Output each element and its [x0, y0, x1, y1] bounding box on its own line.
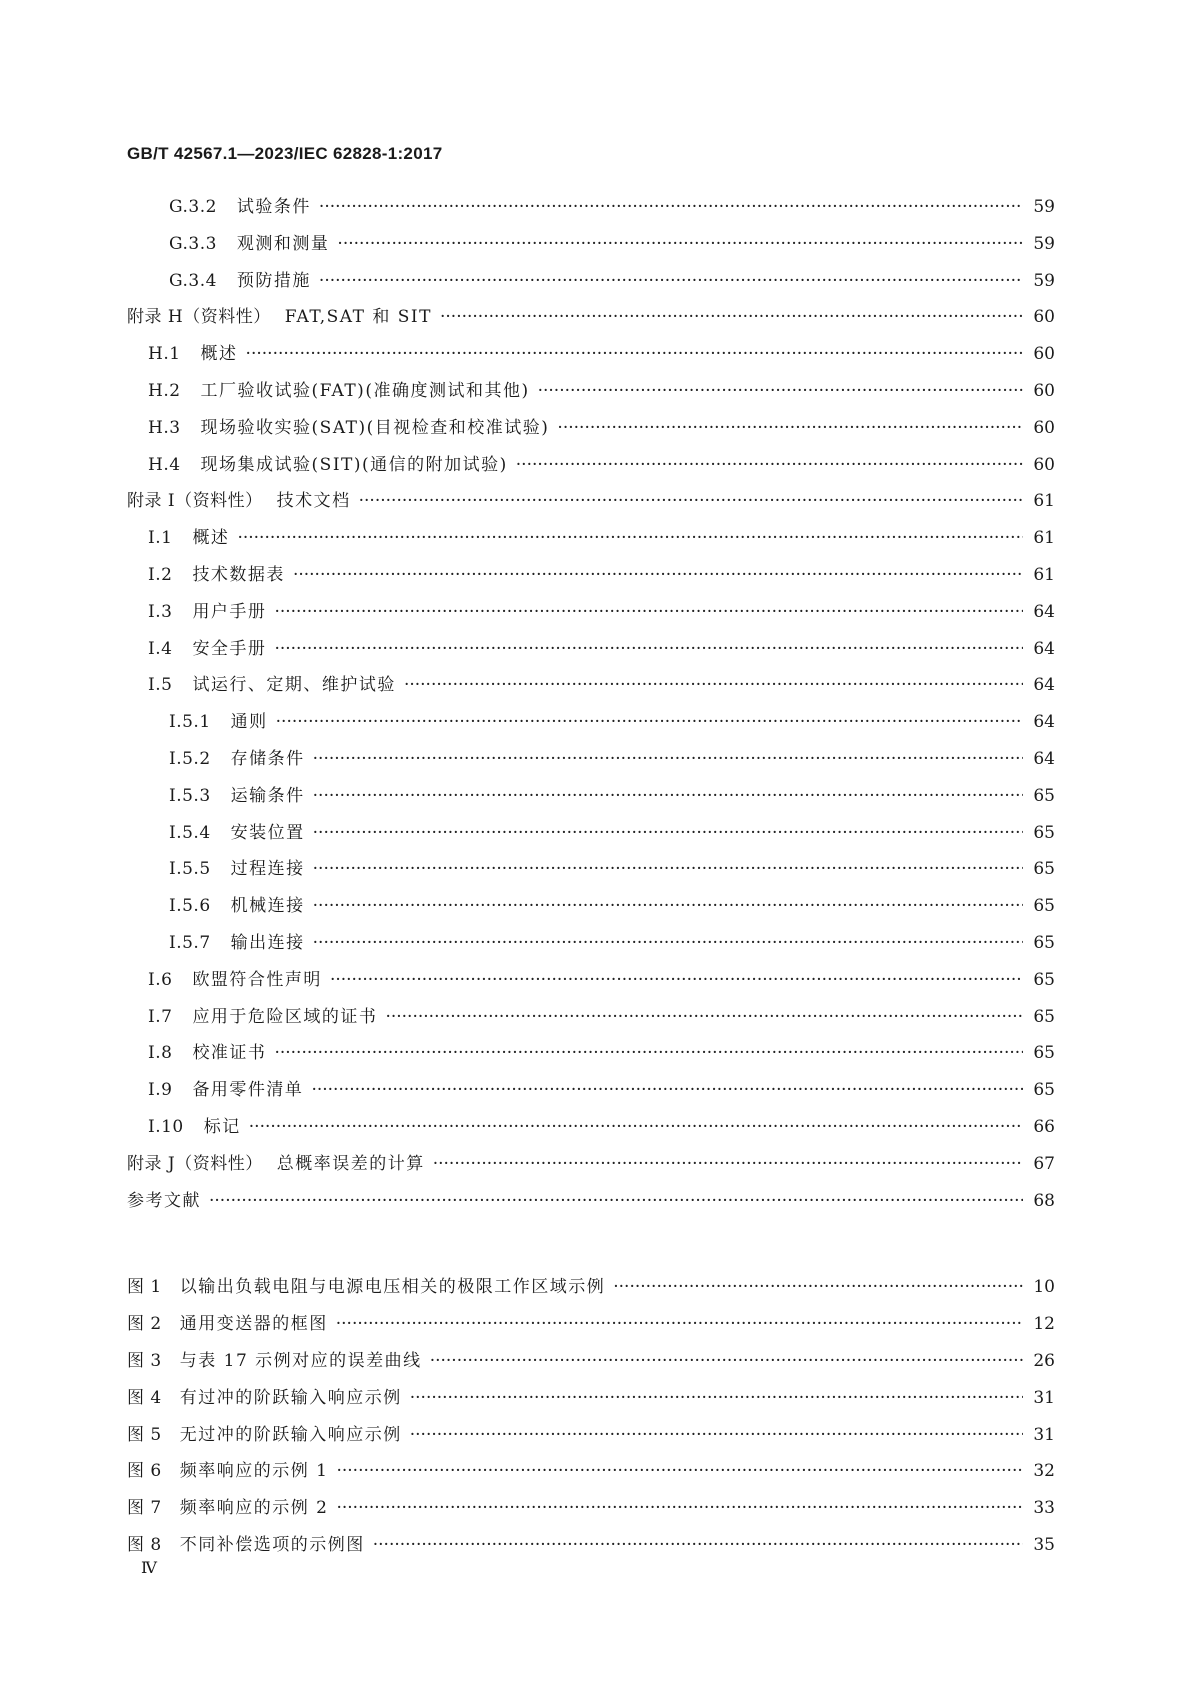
entry-title: 过程连接	[230, 859, 305, 880]
entry-page-number: 31	[1033, 1387, 1055, 1408]
entry-number: I.5.6	[169, 896, 211, 917]
toc-entry[interactable]	[127, 523, 1055, 560]
entry-title: 预防措施	[236, 270, 311, 291]
standard-header: GB/T 42567.1—2023/IEC 62828-1:2017	[127, 144, 443, 163]
entry-title: 输出连接	[230, 932, 305, 953]
entry-title: FAT,SAT 和 SIT	[284, 307, 432, 328]
toc-entry[interactable]	[127, 1149, 1055, 1186]
dot-leader	[404, 675, 1023, 695]
toc-entry[interactable]	[127, 450, 1055, 487]
entry-number: I.5	[148, 675, 173, 696]
entry-page-number: 32	[1033, 1461, 1055, 1482]
toc-entry[interactable]	[127, 1186, 1055, 1223]
dot-leader	[313, 749, 1023, 769]
entry-page-number: 26	[1033, 1350, 1055, 1371]
entry-number: 附录 J（资料性）	[127, 1153, 263, 1174]
dot-leader	[516, 455, 1023, 475]
figure-entry[interactable]	[127, 1420, 1055, 1457]
entry-title: 运输条件	[230, 785, 305, 806]
entry-page-number: 65	[1033, 932, 1055, 953]
entry-page-number: 64	[1033, 748, 1055, 769]
dot-leader	[293, 565, 1023, 585]
entry-page-number: 65	[1033, 1080, 1055, 1101]
entry-page-number: 65	[1033, 896, 1055, 917]
entry-title: 欧盟符合性声明	[192, 969, 322, 990]
dot-leader	[410, 1388, 1023, 1408]
dot-leader	[557, 418, 1023, 438]
entry-number: I.8	[148, 1043, 173, 1064]
dot-leader	[336, 1314, 1023, 1334]
entry-title: 安装位置	[230, 822, 305, 843]
figure-entry[interactable]	[127, 1346, 1055, 1383]
entry-page-number: 60	[1033, 417, 1055, 438]
entry-title: 现场集成试验(SIT)(通信的附加试验)	[200, 454, 508, 475]
toc-entry[interactable]	[127, 781, 1055, 818]
entry-number: 附录 H（资料性）	[127, 307, 271, 328]
entry-page-number: 65	[1033, 969, 1055, 990]
entry-number: I.7	[148, 1006, 173, 1027]
entry-number: 图 2	[127, 1314, 162, 1335]
entry-page-number: 68	[1033, 1190, 1055, 1211]
dot-leader	[274, 639, 1023, 659]
entry-page-number: 59	[1033, 270, 1055, 291]
entry-title: 备用零件清单	[192, 1080, 304, 1101]
entry-page-number: 65	[1033, 785, 1055, 806]
entry-number: I.4	[148, 638, 173, 659]
entry-page-number: 64	[1033, 638, 1055, 659]
toc-entry[interactable]	[127, 1038, 1055, 1075]
entry-page-number: 65	[1033, 1043, 1055, 1064]
entry-page-number: 33	[1033, 1498, 1055, 1519]
toc-entry[interactable]	[127, 1112, 1055, 1149]
toc-entry[interactable]	[127, 634, 1055, 671]
toc-entry[interactable]	[127, 486, 1055, 523]
entry-page-number: 65	[1033, 822, 1055, 843]
entry-number: I.5.5	[169, 859, 211, 880]
entry-number: 图 4	[127, 1387, 162, 1408]
entry-title: 与表 17 示例对应的误差曲线	[179, 1350, 422, 1371]
toc-entries	[127, 192, 1055, 1222]
dot-leader	[410, 1425, 1023, 1445]
entry-page-number: 65	[1033, 859, 1055, 880]
dot-leader	[313, 896, 1023, 916]
entry-title: 以输出负载电阻与电源电压相关的极限工作区域示例	[179, 1277, 606, 1298]
toc-entry[interactable]	[127, 854, 1055, 891]
dot-leader	[249, 1117, 1023, 1137]
dot-leader	[313, 933, 1023, 953]
entry-page-number: 35	[1033, 1534, 1055, 1555]
dot-leader	[313, 786, 1023, 806]
entry-page-number: 67	[1033, 1153, 1055, 1174]
entry-title: 参考文献	[127, 1190, 201, 1211]
entry-page-number: 10	[1033, 1277, 1055, 1298]
toc-entry[interactable]	[127, 1075, 1055, 1112]
entry-page-number: 61	[1033, 491, 1055, 512]
dot-leader	[246, 344, 1023, 364]
dot-leader	[276, 712, 1023, 732]
entry-title: 技术数据表	[192, 564, 285, 585]
entry-page-number: 12	[1033, 1314, 1055, 1335]
entry-title: 试运行、定期、维护试验	[192, 675, 396, 696]
entry-page-number: 31	[1033, 1424, 1055, 1445]
entry-number: I.3	[148, 601, 173, 622]
entry-page-number: 61	[1033, 564, 1055, 585]
entry-title: 总概率误差的计算	[276, 1153, 425, 1174]
entry-title: 现场验收实验(SAT)(目视检查和校准试验)	[200, 417, 550, 438]
dot-leader	[311, 1080, 1023, 1100]
figure-entry[interactable]	[127, 1493, 1055, 1530]
toc-entry[interactable]	[127, 891, 1055, 928]
dot-leader	[313, 823, 1023, 843]
entry-number: G.3.2	[169, 197, 217, 217]
entry-number: 图 6	[127, 1461, 162, 1482]
dot-leader	[440, 307, 1023, 327]
entry-number: 附录 I（资料性）	[127, 491, 263, 512]
dot-leader	[330, 970, 1023, 990]
entry-page-number: 60	[1033, 307, 1055, 328]
toc-entry[interactable]	[127, 818, 1055, 855]
entry-number: I.5.3	[169, 785, 211, 806]
entry-title: 有过冲的阶跃输入响应示例	[179, 1387, 402, 1408]
entry-number: H.3	[148, 417, 181, 438]
entry-title: 频率响应的示例 2	[179, 1498, 329, 1519]
entry-number: I.5.2	[169, 748, 211, 769]
entry-number: I.6	[148, 969, 173, 990]
entry-title: 试验条件	[236, 197, 311, 217]
toc-entry[interactable]	[127, 670, 1055, 707]
toc-entry[interactable]	[127, 192, 1055, 229]
entry-title: 机械连接	[230, 896, 305, 917]
entry-page-number: 60	[1033, 454, 1055, 475]
entry-title: 概述	[200, 344, 238, 365]
entry-number: G.3.3	[169, 233, 217, 254]
dot-leader	[319, 271, 1023, 291]
toc-entry[interactable]	[127, 965, 1055, 1002]
figure-list	[127, 1272, 1055, 1566]
entry-page-number: 59	[1033, 197, 1055, 217]
entry-number: G.3.4	[169, 270, 217, 291]
entry-title: 应用于危险区域的证书	[192, 1006, 378, 1027]
entry-page-number: 60	[1033, 380, 1055, 401]
entry-page-number: 61	[1033, 528, 1055, 549]
table-of-contents	[127, 192, 1055, 1567]
figure-entry[interactable]	[127, 1456, 1055, 1493]
entry-page-number: 64	[1033, 675, 1055, 696]
entry-number: 图 8	[127, 1534, 162, 1555]
dot-leader	[313, 859, 1023, 879]
toc-entry[interactable]	[127, 744, 1055, 781]
entry-title: 工厂验收试验(FAT)(准确度测试和其他)	[200, 380, 530, 401]
toc-entry[interactable]	[127, 597, 1055, 634]
toc-entry[interactable]	[127, 413, 1055, 450]
dot-leader	[237, 528, 1023, 548]
entry-title: 频率响应的示例 1	[179, 1461, 329, 1482]
entry-number: 图 7	[127, 1498, 162, 1519]
entry-number: I.5.7	[169, 932, 211, 953]
entry-number: 图 1	[127, 1277, 162, 1298]
entry-title: 安全手册	[192, 638, 267, 659]
dot-leader	[385, 1007, 1023, 1027]
toc-entry[interactable]	[127, 1002, 1055, 1039]
section-gap	[127, 1222, 1055, 1272]
entry-title: 无过冲的阶跃输入响应示例	[179, 1424, 402, 1445]
toc-entry[interactable]	[127, 229, 1055, 266]
figure-entry[interactable]	[127, 1530, 1055, 1567]
toc-entry[interactable]	[127, 266, 1055, 303]
entry-page-number: 64	[1033, 712, 1055, 733]
entry-number: I.5.1	[169, 712, 211, 733]
entry-number: H.4	[148, 454, 181, 475]
dot-leader	[430, 1351, 1023, 1371]
entry-number: 图 5	[127, 1424, 162, 1445]
entry-title: 用户手册	[192, 601, 267, 622]
entry-title: 观测和测量	[236, 233, 330, 254]
dot-leader	[337, 234, 1023, 254]
entry-page-number: 66	[1033, 1116, 1055, 1137]
dot-leader	[359, 491, 1023, 511]
figure-entry[interactable]	[127, 1383, 1055, 1420]
entry-page-number: 60	[1033, 344, 1055, 365]
dot-leader	[274, 602, 1023, 622]
dot-leader	[209, 1191, 1023, 1211]
entry-title: 概述	[192, 528, 230, 549]
entry-title: 校准证书	[192, 1043, 267, 1064]
toc-entry[interactable]	[127, 302, 1055, 339]
entry-number: H.1	[148, 344, 181, 365]
entry-page-number: 65	[1033, 1006, 1055, 1027]
entry-title: 存储条件	[230, 748, 305, 769]
dot-leader	[613, 1277, 1023, 1297]
dot-leader	[373, 1535, 1023, 1555]
entry-number: I.1	[148, 528, 173, 549]
toc-entry[interactable]	[127, 707, 1055, 744]
toc-entry[interactable]	[127, 928, 1055, 965]
entry-number: I.10	[148, 1116, 184, 1137]
entry-number: I.9	[148, 1080, 173, 1101]
figure-entry[interactable]	[127, 1309, 1055, 1346]
entry-number: I.5.4	[169, 822, 211, 843]
toc-entry[interactable]	[127, 339, 1055, 376]
page-number: Ⅳ	[141, 1558, 157, 1577]
dot-leader	[336, 1461, 1023, 1481]
toc-entry[interactable]	[127, 376, 1055, 413]
dot-leader	[336, 1498, 1023, 1518]
entry-number: 图 3	[127, 1350, 162, 1371]
entry-title: 不同补偿选项的示例图	[179, 1534, 365, 1555]
toc-entry[interactable]	[127, 560, 1055, 597]
entry-page-number: 59	[1033, 233, 1055, 254]
dot-leader	[538, 381, 1023, 401]
entry-number: I.2	[148, 564, 173, 585]
entry-title: 技术文档	[276, 491, 351, 512]
entry-title: 标记	[203, 1116, 241, 1137]
dot-leader	[319, 197, 1023, 217]
dot-leader	[433, 1154, 1023, 1174]
entry-title: 通用变送器的框图	[179, 1314, 328, 1335]
entry-title: 通则	[230, 712, 268, 733]
entry-page-number: 64	[1033, 601, 1055, 622]
entry-number: H.2	[148, 380, 181, 401]
figure-entry[interactable]	[127, 1272, 1055, 1309]
dot-leader	[274, 1043, 1023, 1063]
